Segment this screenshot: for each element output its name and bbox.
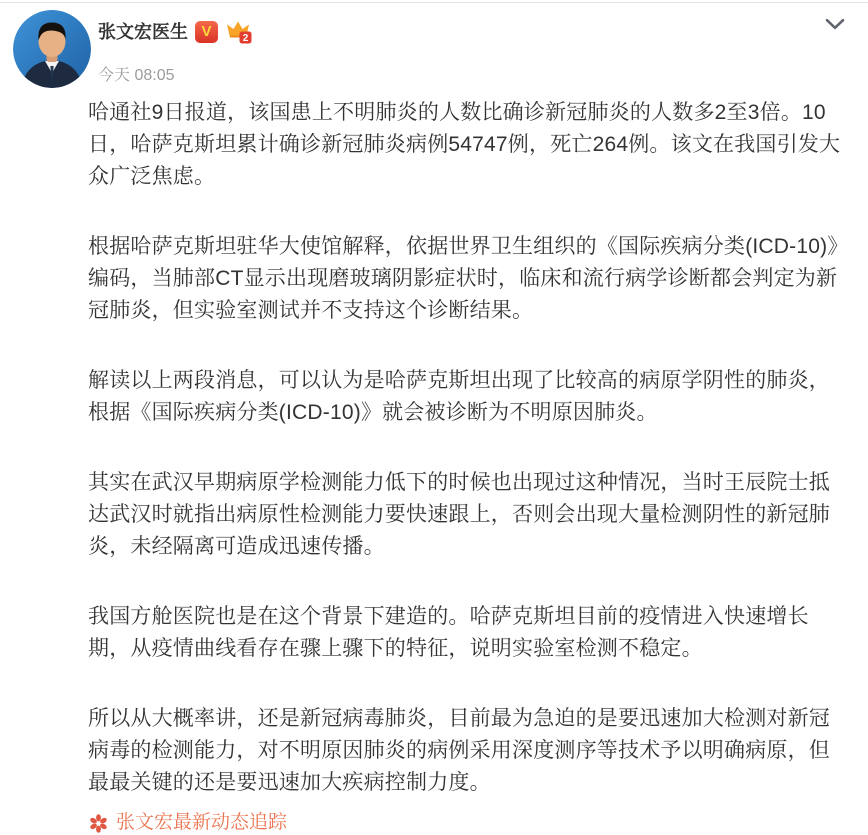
post-body <box>0 91 868 835</box>
avatar-portrait <box>13 10 91 88</box>
author-name[interactable]: 张文宏医生 <box>98 21 188 42</box>
post-header <box>0 3 868 91</box>
post-paragraph: 哈通社9日报道，该国患上不明肺炎的人数比确诊新冠肺炎的人数多2至3倍。10日，哈萨克斯坦累计确诊新冠肺炎病例54747例，死亡264例。该文在我国引发大众广泛焦虑。 <box>88 101 841 188</box>
chevron-down-icon <box>825 18 845 31</box>
post-paragraph: 我国方舱医院也是在这个背景下建造的。哈萨克斯坦目前的疫情进入快速增长期，从疫情曲线看存在骤上骤下的特征，说明实验室检测不稳定。 <box>88 605 809 660</box>
verified-badge-icon: V <box>195 21 218 43</box>
post-card <box>0 2 868 835</box>
post-timestamp: 今天 08:05 <box>98 67 175 84</box>
topic-link-label: 张文宏最新动态追踪 <box>116 812 288 833</box>
membership-badge-icon <box>225 19 252 44</box>
post-paragraph: 其实在武汉早期病原学检测能力低下的时候也出现过这种情况，当时王辰院士抵达武汉时就指出病原性检测能力要快速跟上，否则会出现大量检测阴性的新冠肺炎，未经隔离可造成迅速传播。 <box>88 471 830 558</box>
author-row <box>98 19 252 44</box>
post-paragraph: 所以从大概率讲，还是新冠病毒肺炎，目前最为急迫的是要迅速加大检测对新冠病毒的检测能力，对不明原因肺炎的病例采用深度测序等技术予以明确病原，但最最关键的还是要迅速加大疾病控制力度。 <box>88 707 830 794</box>
post-paragraph: 根据哈萨克斯坦驻华大使馆解释，依据世界卫生组织的《国际疾病分类(ICD-10)》编码，当肺部CT显示出现磨玻璃阴影症状时，临床和流行病学诊断都会判定为新冠肺炎，但实验室测试并不支持这个诊断结果。 <box>88 235 839 322</box>
post-paragraph: 解读以上两段消息，可以认为是哈萨克斯坦出现了比较高的病原学阴性的肺炎，根据《国际疾病分类(ICD-10)》就会被诊断为不明原因肺炎。 <box>88 369 830 424</box>
topic-flower-icon <box>88 813 109 834</box>
post-menu-button[interactable] <box>824 16 846 32</box>
membership-level-number: 2 <box>242 32 249 44</box>
avatar[interactable] <box>13 10 91 88</box>
topic-tracking-link[interactable] <box>88 811 287 835</box>
